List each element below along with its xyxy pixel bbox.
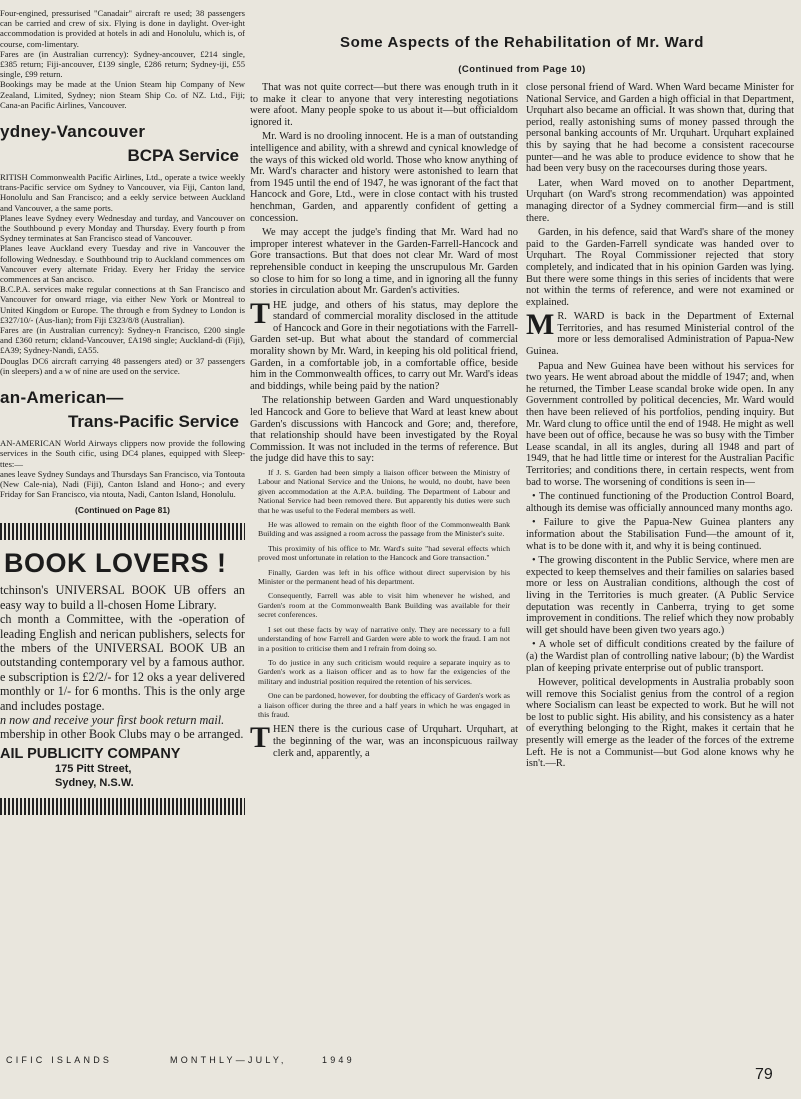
drop-cap: T xyxy=(250,721,271,755)
pan-heading-airline: an-American— xyxy=(0,388,124,408)
book-para: ch month a Committee, with the -operation of leading English and nerican publishers, selects for the mbers of the UNIVERSAL BOOK UB an outstanding contemporary vel by a famous author. xyxy=(0,612,245,670)
flight-info-para: Four-engined, pressurised "Canadair" aircraft re used; 38 passengers can be carried and crew of six. Flying is done in daylight. Over-ight accommodation is provided at hotels in adi and Honolulu, which is, of course, com-limentary. xyxy=(0,8,245,49)
list-item: • The growing discontent in the Public Service, where men are expected to keep themselves and their families on salaries based more or less on Australian conditions, although the cost of living in the Territories is much greater. (A Public Service deputation was recently in Canberra, trying to get some improvement in conditions. The relief which they now probably will get should have been given two years ago.) xyxy=(526,555,794,636)
article-para: Later, when Ward moved on to another Department, Urquhart (on Ward's strong recommendation) was appointed managing director of a Sydney commercial firm—and is still there. xyxy=(526,177,794,224)
continued-note: (Continued on Page 81) xyxy=(75,505,170,516)
quote-para: This proximity of his office to Mr. Ward's suite "had several effects which proved most unfortunate in relation to the Hancock and Gore transaction." xyxy=(258,543,510,563)
left-column xyxy=(0,0,245,823)
article-title: Some Aspects of the Rehabilitation of Mr. Ward xyxy=(339,34,705,51)
pan-para: AN-AMERICAN World Airways clippers now provide the following services in the South cific, using DC4 planes, equipped with Sleep-ttes:— xyxy=(0,438,245,469)
list-item-text: The growing discontent in the Public Service, where men are expected to keep themselves and their families on salaries based more or less on Australian conditions, although the cost of living in the Territories is much greater. (A Public Service deputation was recently in Canberra, trying to get some improvement in conditions. The relief which they now probably will get should have been given two years ago.) xyxy=(526,555,794,636)
quote-para: One can be pardoned, however, for doubting the efficacy of Garden's work as a liaison officer during the three and a half years in which he was engaged in this fraud. xyxy=(258,691,510,719)
list-item-text: A whole set of difficult conditions created by the failure of (a) the Wardist plan of controlling native labour; (b) the Wardist plan of keeping private enterprise out of public transport. xyxy=(526,639,794,674)
bcpa-para: RITISH Commonwealth Pacific Airlines, Ltd., operate a twice weekly trans-Pacific service om Sydney to Vancouver, via Fiji, Canton land, Honolulu and San Francisco; and a eekly service between Auckland and Vancouver, a the same ports. xyxy=(0,172,245,213)
bcpa-para: Fares are (in Australian currency): Sydney-n Francisco, £200 single and £360 return; ckland-Vancouver, £A198 single; Auckland-di (Fiji), £A39; Sydney-Nandi, £A55. xyxy=(0,325,245,356)
article-dropcap-para xyxy=(526,308,794,358)
article-para: close personal friend of Ward. When Ward became Minister for National Service, and Garden a high official in that Department, Urquhart also became an official. It was shown that, during that period, really astonishing sums of money passed through the personal banking accounts of Mr. Urquhart. Urquhart explained this by saying that he had become a consistent racecourse punter—and he was able to produce evidence to show that he had been very busy on the racecourses during those years. xyxy=(526,82,794,175)
article-para: However, political developments in Australia probably soon will remove this Socialist genius from the control of a region where Socialism can least be expected to work. But he will not be lost to public sight. His ability, and his consistency as a hater of everything belonging to the Right, makes it certain that he presently will emerge as the leader of the forces of the extreme Left. He is not a Communist—but God alone knows why he isn't.—R. xyxy=(526,677,794,770)
bcpa-heading-service: BCPA Service xyxy=(127,146,239,166)
quote-para: Finally, Garden was left in his office without direct supervision by his Minister or the permanent head of his department. xyxy=(258,567,510,587)
quote-para: To do justice in any such criticism would require a separate inquiry as to Garden's work as a liaison officer and as to how far the exigencies of the military and industrial position required the retention of his services. xyxy=(258,657,510,686)
list-item: • Failure to give the Papua-New Guinea planters any information about the Stabilisation Fund—the amount of it, what is to be done with it, and why it is being continued. xyxy=(526,517,794,552)
flight-info-para: Bookings may be made at the Union Steam hip Company of New Zealand, Limited, Sydney; nion Steam Ship Co. of NZ. Ltd., Fiji; Cana-an Pacific Airlines, Vancouver. xyxy=(0,79,245,110)
bcpa-heading-route: ydney-Vancouver xyxy=(0,122,146,142)
bcpa-text xyxy=(0,172,245,376)
bcpa-para: Planes leave Auckland every Tuesday and rive in Vancouver the following Wednesday. e Southbound trip to Auckland commences om Vancouver every alternate Friday. Every her Friday the service commences at San ancisco. xyxy=(0,243,245,285)
book-italic-para: n now and receive your first book return mail. xyxy=(0,712,225,727)
footer-issue: MONTHLY—JULY, xyxy=(170,1055,287,1065)
pan-text xyxy=(0,438,245,499)
dropcap-para-text: R. WARD is back in the Department of External Territories, and has resumed Ministerial control of the more or less demoralised Administration of Papua-New Guinea. xyxy=(526,311,794,358)
list-item-text: Failure to give the Papua-New Guinea planters any information about the Stabilisation Fund—the amount of it, what is to be done with it, and why it is being continued. xyxy=(526,517,794,552)
list-item-text: The continued functioning of the Production Control Board, although its demise was officially announced many months ago. xyxy=(526,491,794,514)
list-item: • A whole set of difficult conditions created by the failure of (a) the Wardist plan of controlling native labour; (b) the Wardist plan of keeping private enterprise out of public transport. xyxy=(526,639,794,674)
book-para: tchinson's UNIVERSAL BOOK UB offers an easy way to build a ll-chosen Home Library. xyxy=(0,583,245,612)
drop-cap: T xyxy=(250,296,271,330)
bcpa-para: Douglas DC6 aircraft carrying 48 passengers ated) or 37 passengers (in sleepers) and a w of nine are used on the service. xyxy=(0,355,245,376)
quote-para: He was allowed to remain on the eighth floor of the Commonwealth Bank Building and was assigned a room across the passage from the Minister's suite. xyxy=(258,520,510,539)
pan-heading-service: Trans-Pacific Service xyxy=(67,412,239,432)
book-para: mbership in other Book Clubs may o be arranged. xyxy=(0,727,244,742)
article-dropcap-para xyxy=(250,721,518,759)
list-item: • The continued functioning of the Production Control Board, although its demise was officially announced many months ago. xyxy=(526,491,794,514)
hatched-divider xyxy=(0,798,245,815)
publisher-name: AIL PUBLICITY COMPANY xyxy=(0,745,181,762)
judge-quote xyxy=(250,468,518,719)
article-continued: (Continued from Page 10) xyxy=(458,64,586,75)
drop-cap: M xyxy=(526,308,555,342)
dropcap-para-text: HEN there is the curious case of Urquhart. Urquhart, at the beginning of the war, was an inconspicuous railway clerk and, apparently, a xyxy=(273,724,518,759)
article-para: That was not quite correct—but there was enough truth in it to make it clear to anyone that very interesting negotiations were afoot. Many people spoke to us about it—but officialdom ignored it. xyxy=(250,82,518,128)
hatched-divider xyxy=(0,523,245,540)
dropcap-para-text: HE judge, and others of his status, may deplore the standard of commercial morality disclosed in the attitude of Hancock and Gore in their negotiations with the Farrell-Garden set-up. But what about the standard of commercial morality shown by Mr. Ward, in keeping his old political friend, Garden, in a comfortable job, in a comfortable office, beside him in the Commonwealth offices, to carry out Mr. Ward's ideas and biddings, while being paid by the nation? xyxy=(250,299,518,392)
footer-year: 1949 xyxy=(322,1055,355,1065)
quote-para: If J. S. Garden had been simply a liaison officer between the Ministry of Labour and National Service and the Unions, he would, no doubt, have been given accommodation at the A.P.A. building. The Department of Labour and National Service had been removed there. But apparently his duties were such that he was useful to the Federal members as well. xyxy=(258,468,510,515)
book-club-text xyxy=(0,583,245,741)
book-para: e subscription is £2/2/- for 12 oks a year delivered monthly or 1/- for 6 months. This is the only arge and includes postage. xyxy=(0,669,245,713)
bcpa-para: Planes leave Sydney every Wednesday and turday, and Vancouver on the Southbound p every Monday and Thursday. Every fourth p from Sydney terminates at San Francisco stead of Vancouver. xyxy=(0,212,245,244)
quote-para: I set out these facts by way of narrative only. They are necessary to a full understanding of how Farrell and Garden were able to work the fraud. I am not in a position to criticise them and I refrain from doing so. xyxy=(258,624,510,653)
flight-info xyxy=(0,8,245,110)
conditions-list xyxy=(526,491,794,674)
page-number: 79 xyxy=(755,1066,773,1083)
article-para: Mr. Ward is no drooling innocent. He is a man of outstanding intelligence and ability, with a shrewd and cynical knowledge of the ways of this wicked old world. Those who know anything of Mr. Ward's character and history were astonished to learn that from 1945 until the end of 1947, he was ignorant of the fact that Hancock and Gore, Ltd., were in close contact with his trusted henchman, Garden, and apparently confident of getting a concession. xyxy=(250,131,518,224)
book-lovers-title: BOOK LOVERS ! xyxy=(4,548,227,579)
pan-para: anes leave Sydney Sundays and Thursdays San Francisco, via Tontouta (New Cale-nia), Nadi (Fiji), Canton Island and Hono-; and every Friday for San Francisco, via ntouta, Nadi, Canton Island, Honolulu. xyxy=(0,468,245,500)
article-para: Garden, in his defence, said that Ward's share of the money paid to the Garden-Farrell syndicate was handed over to Urquhart. The Royal Commissioner rejected that story completely, and indicated that in his opinion Garden was lying. But there were some things in this series of incidents that were not within the terms of reference, and were not examined or explained. xyxy=(526,227,794,308)
publisher-address-street: 175 Pitt Street, xyxy=(55,762,132,775)
bcpa-para: B.C.P.A. services make regular connections at th San Francisco and Vancouver for onward rriage, via either New York or Montreal to United Kingdom or Europe. The through e from Sydney to London is £327/10/- (Aus-lian); from Fiji £323/8/8 (Australian). xyxy=(0,284,245,325)
article-column-right xyxy=(526,82,794,773)
article-dropcap-para xyxy=(250,296,518,393)
quote-para: Consequently, Farrell was able to visit him whenever he wished, and Garden's room at the Commonwealth Bank Building was available for their secret conferences. xyxy=(258,591,510,620)
article-column-middle xyxy=(250,82,518,762)
flight-info-para: Fares are (in Australian currency): Sydney-ancouver, £214 single, £385 return; Fiji-ancouver, £139 single, £286 return; Sydney-iji, £55 single, £99 return. xyxy=(0,48,245,80)
article-para: We may accept the judge's finding that Mr. Ward had no improper interest whatever in the Garden-Farrell-Hancock and Gore transactions. But that does not clear Mr. Ward of most reprehensible conduct in keeping the unscrupulous Mr. Garden so close to him for so long a time, and in ignoring all the funny stories in circulation about Mr. Garden's activities. xyxy=(250,227,518,297)
publisher-address-city: Sydney, N.S.W. xyxy=(55,776,134,789)
article-para: The relationship between Garden and Ward unquestionably led Hancock and Gore to believe that Ward at least knew about Garden's discussions with Hancock and Gore; and, therefore, that relationship should have been investigated by the Royal Commission. It was not included in the terms of reference. But the judge did have this to say: xyxy=(250,395,518,465)
article-para: Papua and New Guinea have been without his services for two years. He went abroad about the middle of 1947; and, when he returned, the Timber Lease scandal broke wide open. In any Government controlled by political decencies, Mr. Ward would then have been relieved of his portfolios, pending inquiry. But Mr. Ward clung to office until the end of 1948. He might as well have been out of office, because he was so busy with the Timber Lease scandal, in all its angles, during all 1948 and part of 1949, that he had little time or interest for the Australian Pacific Territories; and conditions there, in certain respects, went from bad to worse. The worsening of conditions is seen in— xyxy=(526,360,794,488)
footer-publication: CIFIC ISLANDS xyxy=(6,1055,113,1065)
